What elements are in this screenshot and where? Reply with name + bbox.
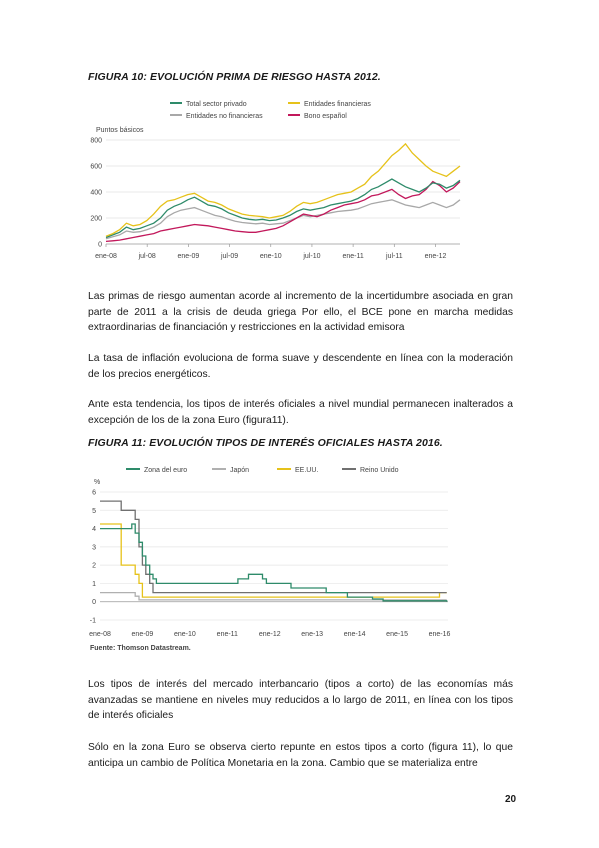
x-tick-label: ene-08 bbox=[89, 631, 111, 638]
x-tick-label: ene-10 bbox=[259, 253, 282, 260]
y-tick-label: 400 bbox=[90, 189, 102, 197]
legend-label: Total sector privado bbox=[186, 101, 247, 108]
paragraph-inflation: La tasa de inflación evoluciona de forma suave y descendente en línea con la moderación de los precios energéticos. bbox=[88, 353, 513, 380]
x-tick-label: jul-08 bbox=[138, 253, 156, 260]
legend-label: Reino Unido bbox=[360, 467, 399, 474]
page-number: 20 bbox=[505, 794, 517, 805]
paragraph-risk-premium: Las primas de riesgo aumentan acorde al incremento de la incertidumbre asociada en gran parte de 2011 a la crisis de deuda griega Por ello, el BCE pone en marcha medidas extraordinarias de financiación y restricciones en la actividad emisora bbox=[88, 291, 513, 333]
paragraph-euro-rebound: Sólo en la zona Euro se observa cierto repunte en estos tipos a corto (figura 11), lo que anticipa un cambio de Política Monetaria en la zona. Cambio que se materializa entre bbox=[88, 742, 513, 769]
x-tick-label: ene-13 bbox=[301, 631, 324, 638]
figure-10-chart bbox=[88, 96, 518, 268]
paragraph-official-rates: Ante esta tendencia, los tipos de interés oficiales a nivel mundial permanecen inalterados a excepción de los de la zona Euro (figura11). bbox=[88, 399, 513, 426]
y-tick-label: 0 bbox=[92, 599, 96, 607]
x-tick-label: ene-09 bbox=[177, 253, 200, 260]
y-tick-label: 2 bbox=[92, 562, 96, 570]
paragraph-interbank-rates: Los tipos de interés del mercado interbancario (tipos a corto) de las economías más avanzadas se mantiene en niveles muy reducidos a lo largo de 2011, en línea con los tipos de interés oficiales bbox=[88, 679, 513, 721]
x-tick-label: jul-10 bbox=[303, 253, 321, 260]
figure-11-chart bbox=[88, 462, 463, 654]
series-line-2 bbox=[100, 524, 447, 597]
figure-11-title: FIGURA 11: EVOLUCIÓN TIPOS DE INTERÉS OFICIALES HASTA 2016. bbox=[88, 437, 443, 449]
y-tick-label: 3 bbox=[92, 544, 96, 552]
x-tick-label: ene-10 bbox=[173, 631, 196, 638]
x-tick-label: ene-15 bbox=[386, 631, 408, 638]
x-tick-label: ene-11 bbox=[342, 253, 364, 260]
x-tick-label: ene-11 bbox=[216, 631, 238, 638]
y-tick-label: 1 bbox=[92, 580, 96, 588]
series-line-3 bbox=[106, 182, 460, 242]
x-tick-label: ene-12 bbox=[424, 253, 447, 260]
x-tick-label: ene-12 bbox=[258, 631, 281, 638]
x-tick-label: ene-09 bbox=[131, 631, 154, 638]
y-tick-label: 0 bbox=[98, 241, 102, 249]
y-tick-label: 200 bbox=[90, 215, 102, 223]
x-tick-label: jul-11 bbox=[386, 253, 403, 260]
y-tick-label: 800 bbox=[90, 137, 102, 145]
series-line-0 bbox=[100, 524, 447, 602]
x-tick-label: ene-14 bbox=[343, 631, 366, 638]
legend-label: Japón bbox=[230, 467, 250, 474]
legend-label: EE.UU. bbox=[295, 467, 319, 474]
x-tick-label: ene-08 bbox=[95, 253, 117, 260]
y-tick-label: -1 bbox=[89, 617, 96, 625]
x-tick-label: ene-16 bbox=[428, 631, 451, 638]
y-tick-label: 6 bbox=[92, 489, 96, 497]
series-line-1 bbox=[100, 593, 447, 600]
y-axis-label: % bbox=[94, 479, 101, 486]
legend-label: Entidades financieras bbox=[304, 101, 371, 108]
figure-10-title: FIGURA 10: EVOLUCIÓN PRIMA DE RIESGO HASTA 2012. bbox=[88, 71, 381, 83]
legend-label: Bono español bbox=[304, 113, 347, 120]
y-tick-label: 4 bbox=[92, 526, 96, 534]
legend-label: Zona del euro bbox=[144, 467, 188, 474]
x-tick-label: jul-09 bbox=[220, 253, 239, 260]
y-tick-label: 600 bbox=[90, 163, 102, 171]
chart-source: Fuente: Thomson Datastream. bbox=[90, 645, 191, 652]
series-line-1 bbox=[106, 144, 460, 236]
y-axis-label: Puntos básicos bbox=[96, 127, 144, 134]
y-tick-label: 5 bbox=[92, 507, 96, 515]
legend-label: Entidades no financieras bbox=[186, 113, 263, 120]
